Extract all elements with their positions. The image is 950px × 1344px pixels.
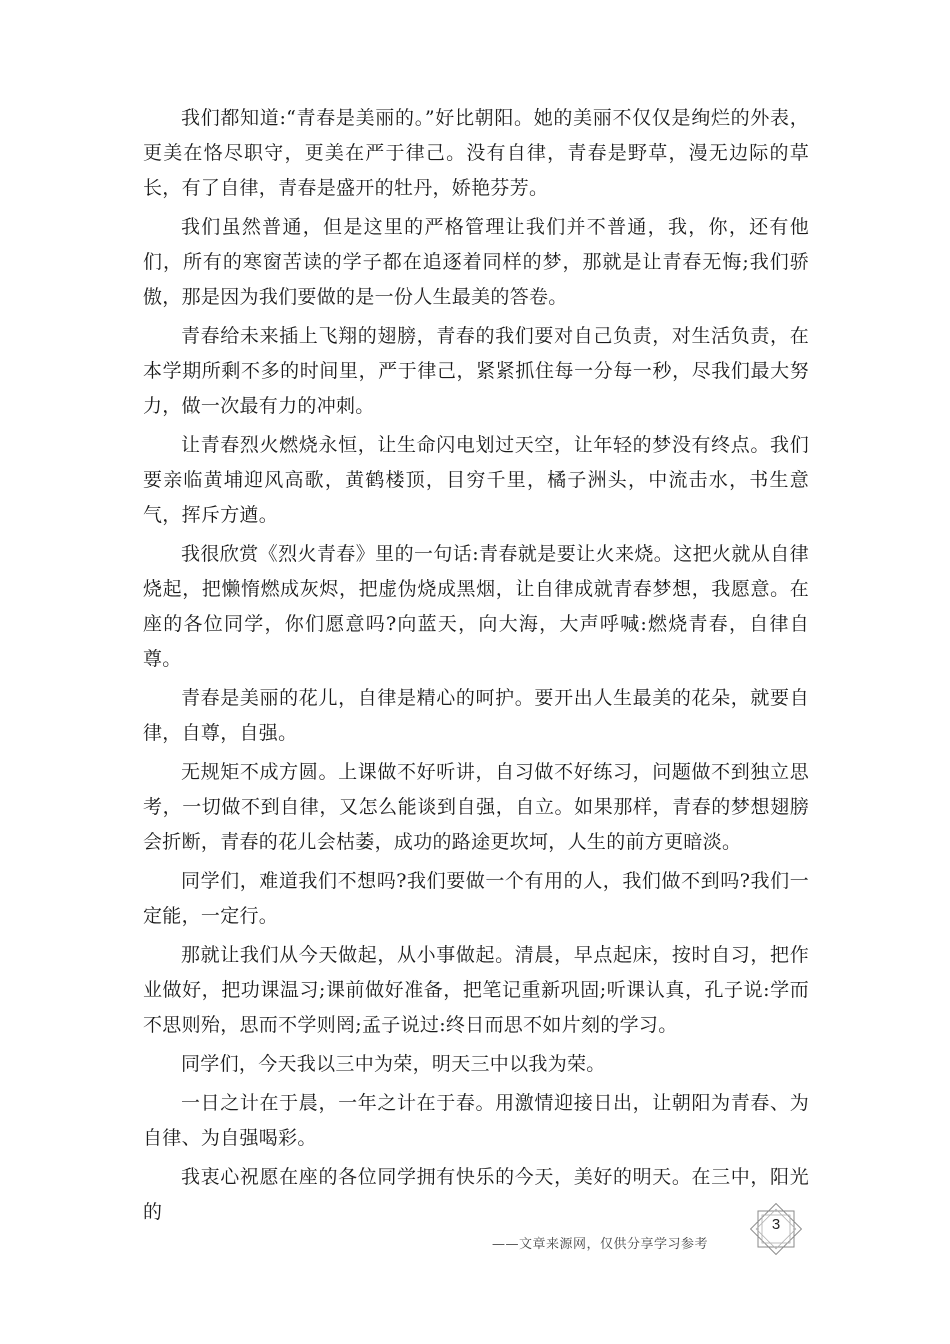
page-number: 3 (771, 1216, 781, 1233)
paragraph: 无规矩不成方圆。上课做不好听讲，自习做不好练习，问题做不到独立思考，一切做不到自律，又怎么能谈到自强，自立。如果那样，青春的梦想翅膀会折断，青春的花儿会枯萎，成功的路途更坎坷，人生的前方更暗淡。 (143, 761, 809, 853)
paragraph: 我们虽然普通，但是这里的严格管理让我们并不普通，我，你，还有他们，所有的寒窗苦读的学子都在追逐着同样的梦，那就是让青春无悔;我们骄傲，那是因为我们要做的是一份人生最美的答卷。 (143, 216, 809, 308)
paragraph: 我衷心祝愿在座的各位同学拥有快乐的今天，美好的明天。在三中，阳光的 (143, 1166, 809, 1223)
paragraph: 我很欣赏《烈火青春》里的一句话:青春就是要让火来烧。这把火就从自律烧起，把懒惰燃成灰烬，把虚伪烧成黑烟，让自律成就青春梦想，我愿意。在座的各位同学，你们愿意吗?向蓝天，向大海，大声呼喊:燃烧青春，自律自尊。 (143, 543, 809, 670)
footer-source-text: ——文章来源网，仅供分享学习参考 (492, 1237, 709, 1252)
paragraph: 同学们，难道我们不想吗?我们要做一个有用的人，我们做不到吗?我们一定能，一定行。 (143, 870, 809, 927)
paragraph: 青春是美丽的花儿，自律是精心的呵护。要开出人生最美的花朵，就要自律，自尊，自强。 (143, 687, 809, 744)
document-body (143, 101, 809, 1234)
paragraph: 我们都知道:“青春是美丽的。”好比朝阳。她的美丽不仅仅是绚烂的外表，更美在恪尽职守，更美在严于律己。没有自律，青春是野草，漫无边际的草长，有了自律，青春是盛开的牡丹，娇艳芬芳。 (143, 107, 809, 199)
paragraph: 那就让我们从今天做起，从小事做起。清晨，早点起床，按时自习，把作业做好，把功课温习;课前做好准备，把笔记重新巩固;听课认真，孔子说:学而不思则殆，思而不学则罔;孟子说过:终日而思不如片刻的学习。 (143, 944, 809, 1036)
paragraph: 让青春烈火燃烧永恒，让生命闪电划过天空，让年轻的梦没有终点。我们要亲临黄埔迎风高歌，黄鹤楼顶，目穷千里，橘子洲头，中流击水，书生意气，挥斥方遒。 (143, 434, 809, 526)
paragraph: 青春给未来插上飞翔的翅膀，青春的我们要对自己负责，对生活负责，在本学期所剩不多的时间里，严于律己，紧紧抓住每一分每一秒，尽我们最大努力，做一次最有力的冲刺。 (143, 325, 809, 417)
paragraph: 同学们，今天我以三中为荣，明天三中以我为荣。 (181, 1053, 606, 1075)
paragraph: 一日之计在于晨，一年之计在于春。用激情迎接日出，让朝阳为青春、为自律、为自强喝彩。 (143, 1092, 809, 1149)
